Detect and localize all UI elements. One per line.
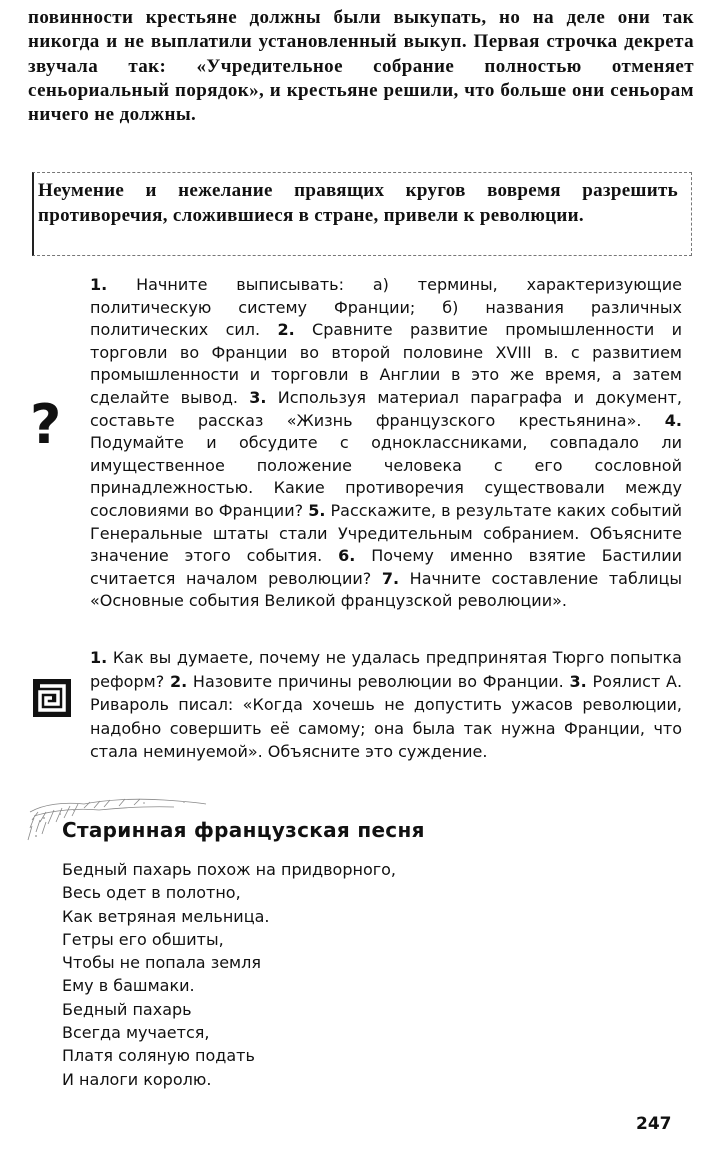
task-num: 1. — [90, 648, 108, 667]
song-line: Бедный пахарь похож на придворного, — [62, 860, 397, 879]
tasks-block — [90, 646, 682, 764]
task-num: 3. — [569, 671, 587, 691]
task-text: Назовите причины революции во Франции. — [192, 671, 564, 691]
song-line: Ему в башмаки. — [62, 976, 195, 996]
question-num: 5. — [308, 500, 326, 520]
song-line: Платя соляную подать — [62, 1046, 255, 1066]
question-text: Начните выписывать: а) термины, характеризующие политическую систему Франции; б) названия различных политических сил. — [90, 275, 682, 340]
question-text: Используя материал параграфа и документ, составьте рассказ «Жизнь французского крестьянина». — [90, 387, 683, 430]
song-line: Весь одет в полотно, — [62, 883, 241, 903]
question-num: 1. — [90, 275, 108, 294]
question-mark-icon: ? — [30, 393, 62, 456]
intro-paragraph: повинности крестьяне должны были выкупать, но на деле они так никогда и не выплатили установленный выкуп. Первая строчка декрета звучала так: «Учредительное собрание полностью отменяет сеньориальный порядок», и крестьяне решили, что больше они сеньорам ничего не должны. — [28, 7, 694, 126]
question-text: Подумайте и обсудите с одноклассниками, совпадало ли имущественное положение человека с его сословной принадлежностью. Какие противоречия существовали между сословиями во Франции? — [90, 433, 682, 520]
task-text: Роялист А. Ривароль писал: «Когда хочешь не допустить ужасов революции, надобно совершить её самому; она была так нужна Франции, что стала неминуемой». Объясните это суждение. — [90, 671, 683, 762]
question-num: 4. — [664, 410, 682, 430]
question-text: Почему именно взятие Бастилии считается началом революции? — [90, 546, 683, 588]
page-number: 247 — [636, 1114, 672, 1134]
song-line: Гетры его обшиты, — [62, 929, 224, 949]
song-lines — [62, 858, 396, 1091]
song-line: И налоги королю. — [62, 1069, 212, 1089]
song-line: Бедный пахарь — [62, 999, 192, 1019]
question-text: Сравните развитие промышленности и торговли во Франции во второй половине XVIII в. с развитием промышленности и торговли в Англии в это же время, а затем сделайте вывод. — [90, 320, 682, 407]
question-num: 3. — [249, 387, 267, 407]
song-line: Чтобы не попала земля — [62, 953, 261, 973]
question-text: Расскажите, в результате каких событий Генеральные штаты стали Учредительным собранием. Объясните значение этого события. — [90, 500, 682, 566]
question-num: 7. — [381, 568, 400, 588]
question-num: 2. — [277, 320, 295, 340]
task-text: Как вы думаете, почему не удалась предпринятая Тюрго попытка реформ? — [90, 648, 682, 691]
question-num: 6. — [338, 546, 356, 566]
conclusion-box-text: Неумение и нежелание правящих кругов вовремя разрешить противоречия, сложившиеся в стране, привели к революции. — [38, 180, 678, 226]
questions-block — [90, 274, 682, 613]
song-title: Старинная французская песня — [62, 818, 425, 842]
song-line: Всегда мучается, — [62, 1023, 210, 1043]
question-text: Начните составление таблицы «Основные события Великой французской революции». — [90, 568, 682, 611]
task-num: 2. — [169, 671, 188, 691]
thinking-task-icon — [32, 678, 72, 718]
song-line: Как ветряная мельница. — [62, 906, 270, 926]
